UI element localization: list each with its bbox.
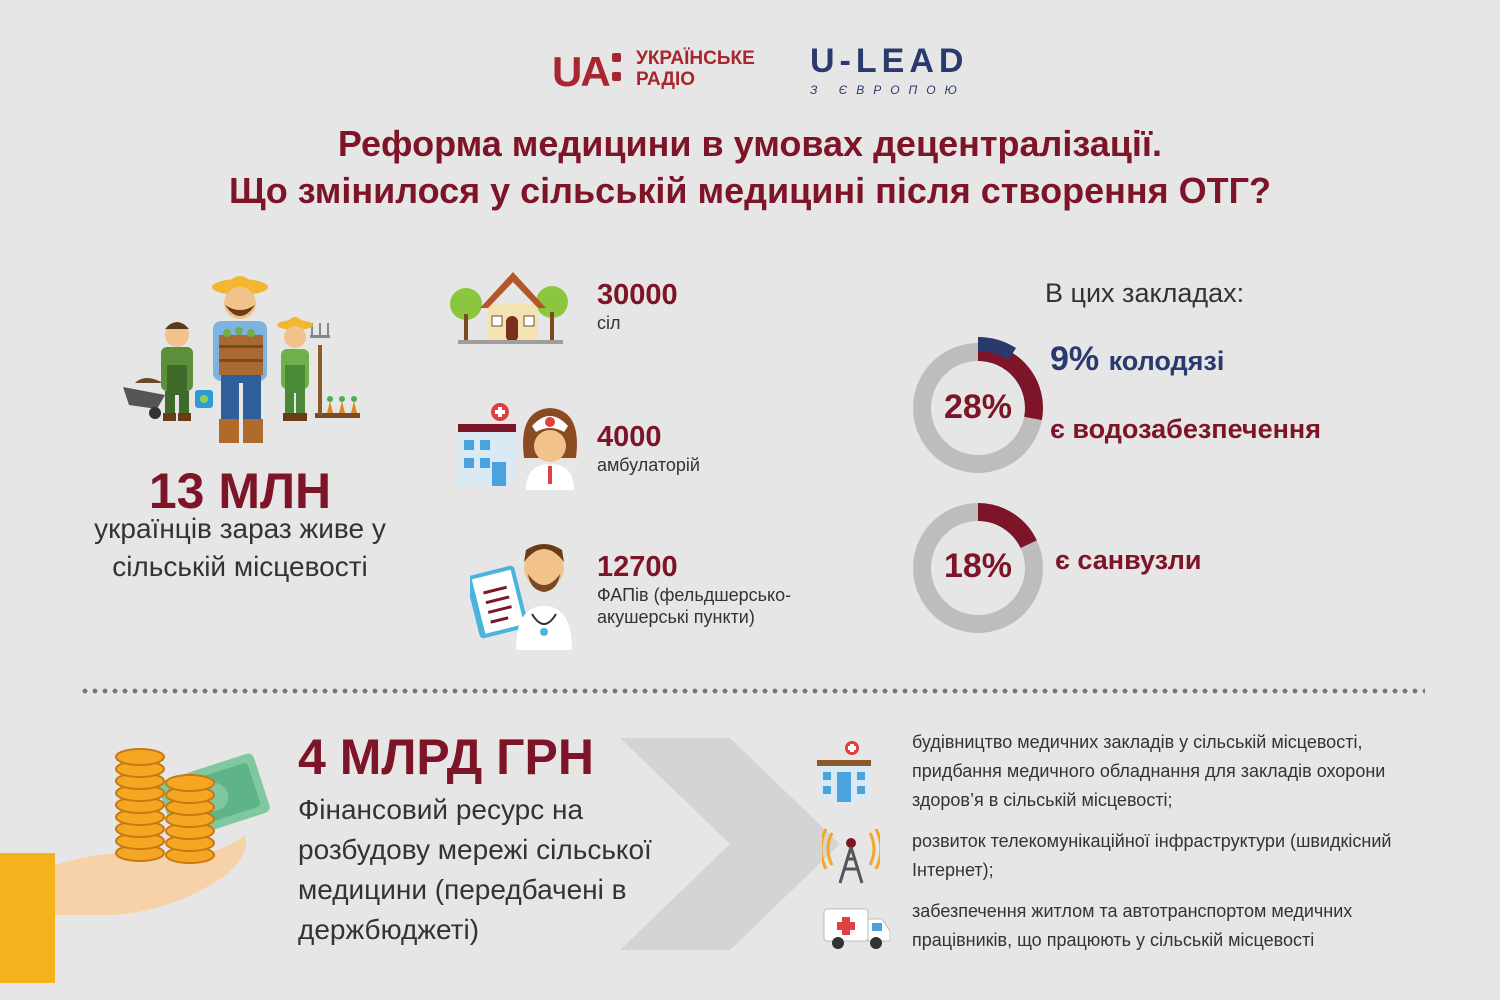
sanitation-percent: 18% bbox=[943, 547, 1013, 585]
rural-population-number: 13 МЛН bbox=[148, 463, 332, 519]
ambulance-icon bbox=[822, 905, 890, 951]
title-line-2: Що змінилося у сільській медицині після створення ОТГ? bbox=[229, 170, 1271, 211]
wells-stat bbox=[1050, 340, 1224, 379]
stat-fap bbox=[597, 551, 791, 628]
ua-logo-mark: UA bbox=[552, 48, 609, 95]
farmers-illustration bbox=[115, 265, 365, 450]
stat-fap-label: ФАПів (фельдшерсько- bbox=[597, 585, 792, 605]
stat-fap-number: 12700 bbox=[597, 551, 678, 583]
stat-villages-number: 30000 bbox=[597, 279, 678, 311]
list-item-construction: будівництво медичних закладів у сільській місцевості, придбання медичного обладнання для закладів охорони здоров’я в сільській місцевості; bbox=[912, 732, 1386, 810]
dotted-divider bbox=[80, 687, 1425, 695]
ua-logo-text bbox=[636, 48, 755, 90]
stat-fap-label-2: акушерські пункти) bbox=[597, 607, 755, 627]
list-item-housing-transport: забезпечення житлом та автотранспортом медичних працівників, що працюють у сільській місцевості bbox=[912, 901, 1353, 950]
ulead-logo bbox=[810, 42, 990, 102]
village-house-icon bbox=[448, 268, 573, 346]
doctor-clipboard-icon bbox=[470, 540, 585, 650]
hospital-building-icon bbox=[815, 740, 873, 802]
title-line-1: Реформа медицини в умовах децентралізації. bbox=[337, 123, 1163, 164]
sanitation-label: є санвузли bbox=[1055, 545, 1202, 575]
water-percent: 28% bbox=[943, 388, 1013, 426]
rural-population-caption: українців зараз живе у сільській місцевості bbox=[94, 513, 386, 582]
ua-logo-line1: УКРАЇНСЬКЕ bbox=[636, 48, 755, 69]
ua-logo-colon bbox=[612, 46, 621, 91]
stat-clinics-label: амбулаторій bbox=[597, 455, 700, 475]
water-supply-label: є водозабезпечення bbox=[1050, 414, 1321, 444]
stat-clinics-number: 4000 bbox=[597, 421, 662, 453]
ulead-logo-name: U-LEAD bbox=[810, 42, 969, 80]
ua-logo-line2: РАДІО bbox=[636, 69, 696, 90]
money-hand-illustration bbox=[0, 735, 290, 985]
page-title bbox=[0, 120, 1500, 214]
stat-villages-label: сіл bbox=[597, 313, 621, 333]
facilities-heading: В цих закладах: bbox=[1045, 278, 1245, 308]
budget-caption: Фінансовий ресурс на розбудову мережі сільської медицини (передбачені в держбюджеті) bbox=[298, 794, 652, 945]
budget-amount: 4 МЛРД ГРН bbox=[298, 729, 594, 785]
stat-clinics bbox=[597, 421, 700, 476]
sanitation-donut-arc bbox=[978, 512, 1029, 544]
clinic-nurse-icon bbox=[452, 400, 577, 490]
radio-tower-icon bbox=[822, 825, 880, 885]
ulead-logo-subtitle: З ЄВРОПОЮ bbox=[810, 83, 966, 97]
stat-villages bbox=[597, 279, 678, 334]
wells-percent: 9% bbox=[1050, 340, 1100, 378]
wells-label: колодязі bbox=[1108, 346, 1225, 376]
list-item-telecom: розвиток телекомунікаційної інфраструктури (швидкісний Інтернет); bbox=[912, 831, 1392, 880]
